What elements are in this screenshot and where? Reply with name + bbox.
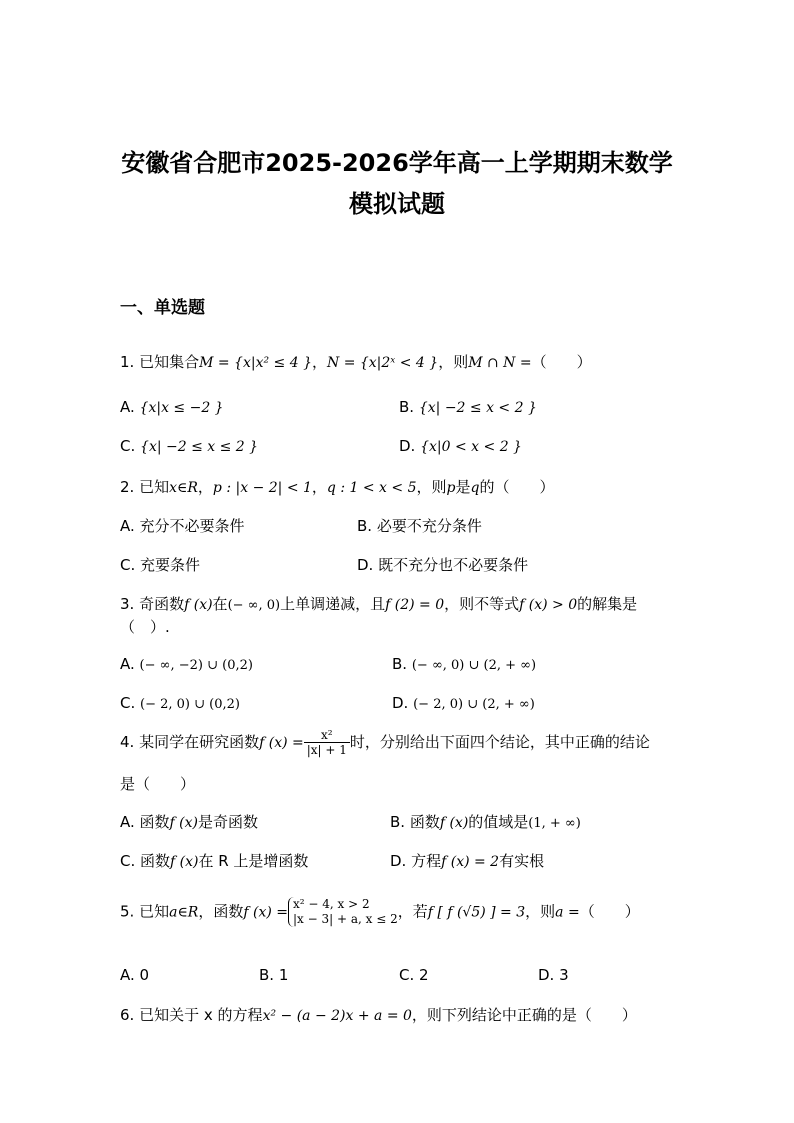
q4-option-b-text-1: B. 函数 <box>390 813 440 831</box>
q2-sep1: ， <box>197 478 213 496</box>
q3-prefix: 3. 奇函数 <box>120 595 185 613</box>
q3-option-b <box>392 655 536 673</box>
q5-composite: f [ f (√5) ] = 3 <box>427 904 526 921</box>
q5-mid3: ，则 <box>525 902 556 921</box>
q4-suffix: 时，分别给出下面四个结论，其中正确的结论 <box>349 733 650 751</box>
q5-option-d: D. 3 <box>538 966 569 984</box>
q3-option-d-text: (− 2, 0) ∪ (2, + ∞) <box>413 697 535 712</box>
q2-domain: x∈R <box>169 480 198 496</box>
q4-option-a <box>120 811 258 832</box>
q3-option-a-label: A. <box>120 655 135 673</box>
q1-prefix: 1. 已知集合 <box>120 353 200 371</box>
q2-option-a: A. 充分不必要条件 <box>120 517 245 535</box>
q1-expr: M ∩ N = <box>468 355 532 371</box>
q3-in: 在 <box>212 595 228 613</box>
q5-prefix: 5. 已知 <box>120 902 170 921</box>
question-1-stem <box>120 351 592 372</box>
q1-set-m: M = {x|x² ≤ 4 } <box>199 355 312 371</box>
q4-option-a-text-1: A. 函数 <box>120 813 170 831</box>
q3-option-b-label: B. <box>392 655 408 673</box>
question-4-stem <box>120 728 650 757</box>
question-3-stem-line-2: （ ）. <box>120 618 170 636</box>
q5-option-b: B. 1 <box>259 966 289 984</box>
q5-a-equals: a = <box>555 904 580 921</box>
q4-numerator: x² <box>304 728 350 743</box>
q1-option-d-label: D. <box>399 437 416 455</box>
q5-domain: a∈R <box>169 904 199 921</box>
q5-case-1: x² − 4, x > 2 <box>293 897 370 911</box>
q6-equation: x² − (a − 2)x + a = 0 <box>262 1008 412 1024</box>
q2-option-c: C. 充要条件 <box>120 556 201 574</box>
q3-f2: f (2) = 0 <box>385 597 445 613</box>
q5-option-c: C. 2 <box>399 966 429 984</box>
q1-option-a-label: A. <box>120 398 135 416</box>
q2-mid: ，则 <box>416 478 447 496</box>
q4-option-b-range: (1, + ∞) <box>528 816 581 831</box>
q3-option-a <box>120 655 253 673</box>
q5-mid1: ，函数 <box>198 902 244 921</box>
q2-is: 是 <box>455 478 471 496</box>
q5-paren: （ ） <box>579 902 640 921</box>
q5-mid2: ，若 <box>397 902 428 921</box>
q3-inequality: f (x) > 0 <box>519 597 578 613</box>
question-3-stem <box>120 593 637 614</box>
q5-case-2: |x − 3| + a, x ≤ 2 <box>293 912 398 926</box>
q2-var-q: q <box>470 480 480 496</box>
q4-option-d-text-2: 有实根 <box>499 852 545 870</box>
q1-option-b-text: {x| −2 ≤ x < 2 } <box>418 400 537 416</box>
q1-set-n: N = {x|2ˣ < 4 } <box>327 355 439 371</box>
q4-option-c-text-1: C. 函数 <box>120 852 171 870</box>
q2-var-p: p <box>446 480 456 496</box>
q3-mid2: ，则不等式 <box>444 595 520 613</box>
q2-sep2: ， <box>311 478 327 496</box>
q1-paren: （ ） <box>531 353 592 371</box>
paper-title-line-1: 安徽省合肥市2025-2026学年高一上学期期末数学 <box>121 149 673 177</box>
q5-fx: f (x) = <box>243 904 289 921</box>
q4-option-c-fx: f (x) <box>170 854 199 870</box>
q5-piecewise <box>288 897 398 927</box>
q3-fx: f (x) <box>184 597 213 613</box>
q4-fx: f (x) = <box>259 735 304 751</box>
q3-option-d <box>392 694 535 712</box>
q4-option-a-text-2: 是奇函数 <box>198 813 259 831</box>
q3-option-b-text: (− ∞, 0) ∪ (2, + ∞) <box>411 658 537 673</box>
q2-suffix: 的（ ） <box>479 478 555 496</box>
question-2-stem <box>120 476 554 497</box>
q6-suffix: ，则下列结论中正确的是（ ） <box>411 1006 637 1024</box>
q3-option-a-text: (− ∞, −2) ∪ (0,2) <box>139 658 253 673</box>
q3-option-c-text: (− 2, 0) ∪ (0,2) <box>140 697 240 712</box>
q6-var-x: x <box>203 1006 213 1024</box>
question-6-stem <box>120 1004 637 1025</box>
q3-option-d-label: D. <box>392 694 409 712</box>
q3-suffix: 的解集是 <box>577 595 638 613</box>
q6-mid: 的方程 <box>217 1006 263 1024</box>
q1-option-a-text: {x|x ≤ −2 } <box>139 400 224 416</box>
q4-option-b-text-2: 的值域是 <box>468 813 529 831</box>
q4-fraction <box>304 728 350 757</box>
q1-option-c-text: {x| −2 ≤ x ≤ 2 } <box>140 439 259 455</box>
q4-option-c <box>120 850 308 871</box>
question-5-stem <box>120 897 640 927</box>
q5-option-a: A. 0 <box>120 966 150 984</box>
q4-option-b <box>390 811 581 832</box>
q1-option-c-label: C. <box>120 437 136 455</box>
section-heading: 一、单选题 <box>120 298 205 318</box>
q2-condition-q: q : 1 < x < 5 <box>326 480 417 496</box>
q1-option-a <box>120 398 224 416</box>
q2-condition-p: p : |x − 2| < 1 <box>212 480 312 496</box>
q3-option-c-label: C. <box>120 694 136 712</box>
q4-option-c-text-2: 在 R 上是增函数 <box>198 852 309 870</box>
q6-prefix: 6. 已知关于 <box>120 1006 200 1024</box>
q4-option-b-fx: f (x) <box>439 815 469 831</box>
paper-title-line-2: 模拟试题 <box>349 190 445 218</box>
q3-option-c <box>120 694 240 712</box>
q1-option-d-text: {x|0 < x < 2 } <box>420 439 522 455</box>
q1-option-c <box>120 437 258 455</box>
q4-option-d-equation: f (x) = 2 <box>441 854 500 870</box>
q2-option-b: B. 必要不充分条件 <box>357 517 482 535</box>
question-4-stem-line-2: 是（ ） <box>120 775 196 793</box>
q1-sep: ， <box>311 353 327 371</box>
q1-option-d <box>399 437 522 455</box>
q1-mid: ，则 <box>438 353 469 371</box>
q4-denominator: |x| + 1 <box>306 743 347 757</box>
q3-interval: (− ∞, 0) <box>227 598 281 613</box>
q1-option-b-label: B. <box>399 398 415 416</box>
q1-option-b <box>399 398 537 416</box>
q4-option-d <box>390 850 544 871</box>
q3-mid1: 上单调递减，且 <box>280 595 386 613</box>
q2-option-d: D. 既不充分也不必要条件 <box>357 556 529 574</box>
q2-prefix: 2. 已知 <box>120 478 170 496</box>
q4-option-d-text-1: D. 方程 <box>390 852 442 870</box>
q4-option-a-fx: f (x) <box>169 815 198 831</box>
q4-prefix: 4. 某同学在研究函数 <box>120 733 260 751</box>
